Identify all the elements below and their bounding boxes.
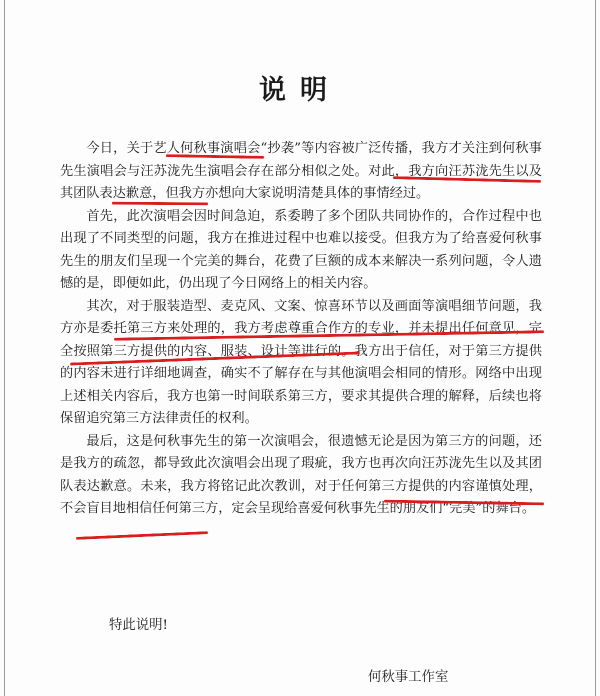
paragraph-3: 其次，对于服装造型、麦克风、文案、惊喜环节以及画面等演唱细节问题，我方亦是委托第三方来处理的，我方考虑尊重合作方的专业，并未提出任何意见，完全按照第三方提供的内容、服装、设计等进行的。我方出于信任，对于第三方提供的内容未进行详细地调查，确实不了解存在与其他演唱会相同的情形。网络中出现上述相关内容后，我方也第一时间联系第三方，要求其提供合理的解释，后续也将保留追究第三方法律责任的权利。 xyxy=(60,298,542,426)
document-title: 说明 xyxy=(259,75,341,106)
document-body xyxy=(60,138,542,521)
closing-remark: 特此说明! xyxy=(109,618,168,633)
paragraph-2: 首先，此次演唱会因时间急迫，系委聘了多个团队共同协作的，合作过程中也出现了不同类型的问题，我方在推进过程中也难以接受。但我方为了给喜爱何秋事先生的朋友们呈现一个完美的舞台，花费了巨额的成本来解决一系列问题，令人遗憾的是，即便如此，仍出现了今日网络上的相关内容。 xyxy=(60,208,542,291)
paragraph-1: 今日，关于艺人何秋事演唱会“抄袭”等内容被广泛传播，我方才关注到何秋事先生演唱会与汪苏泷先生演唱会存在部分相似之处。对此，我方向汪苏泷先生以及其团队表达歉意，但我方亦想向大家说明清楚具体的事情经过。 xyxy=(60,141,542,201)
paragraph-4: 最后，这是何秋事先生的第一次演唱会，很遗憾无论是因为第三方的问题，还是我方的疏忽，都导致此次演唱会出现了瑕疵，我方也再次向汪苏泷先生以及其团队表达歉意。未来，我方将铭记此次教训，对于任何第三方提供的内容谨慎处理，不会盲目地相信任何第三方，定会呈现给喜爱何秋事先生的朋友们“完美”的舞台。 xyxy=(60,433,542,516)
signature: 何秋事工作室 xyxy=(368,670,449,685)
